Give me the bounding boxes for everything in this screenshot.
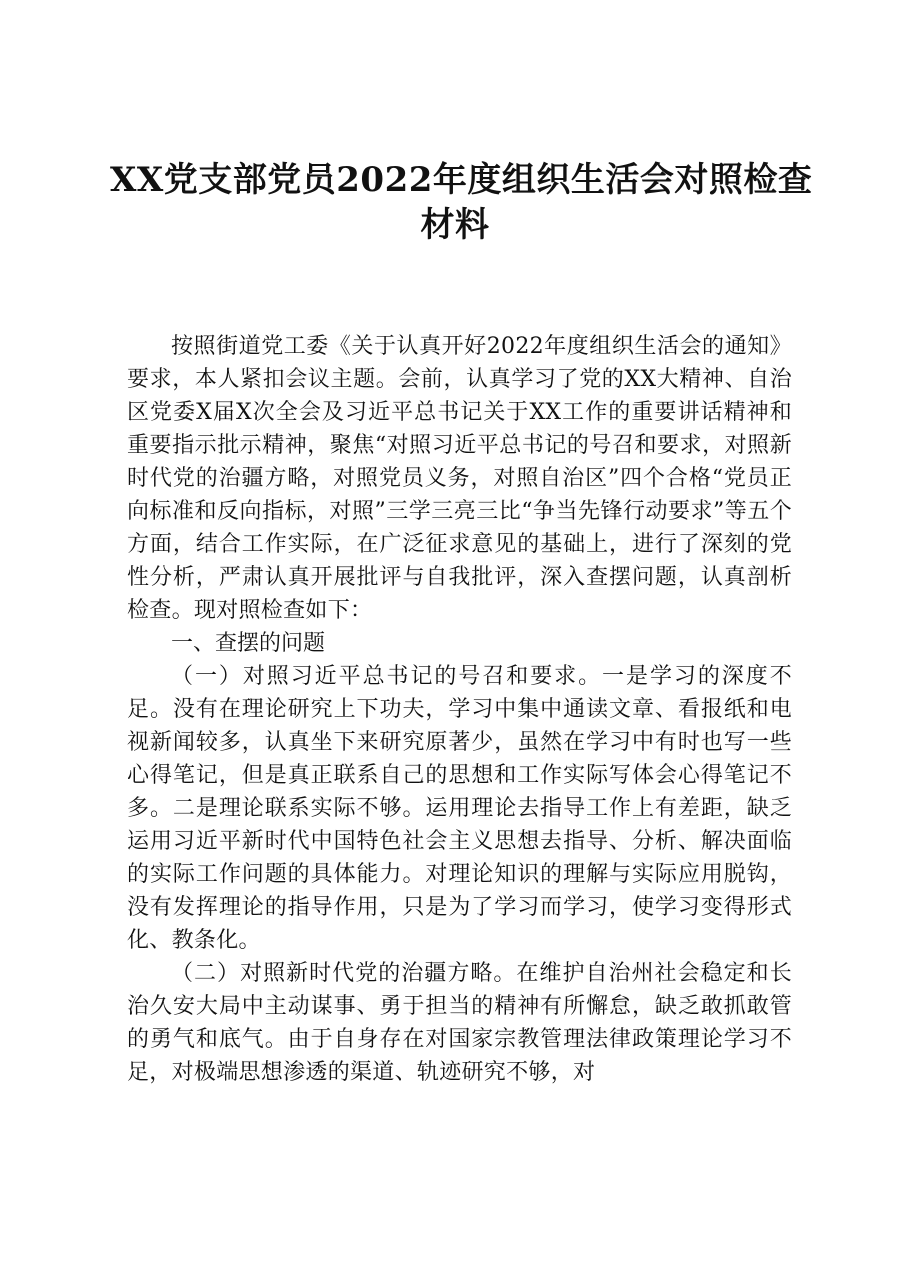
document-body xyxy=(127,330,792,1089)
item-paragraph-1: （一）对照习近平总书记的号召和要求。一是学习的深度不足。没有在理论研究上下功夫，学习中集中通读文章、看报纸和电视新闻较多，认真坐下来研究原著少，虽然在学习中有时也写一些心得笔记，但是真正联系自己的思想和工作实际写体会心得笔记不多。二是理论联系实际不够。运用理论去指导工作上有差距，缺乏运用习近平新时代中国特色社会主义思想去指导、分析、解决面临的实际工作问题的具体能力。对理论知识的理解与实际应用脱钩，没有发挥理论的指导作用，只是为了学习而学习，使学习变得形式化、教条化。 xyxy=(127,664,792,953)
item-paragraph-2: （二）对照新时代党的治疆方略。在维护自治州社会稳定和长治久安大局中主动谋事、勇于担当的精神有所懈怠，缺乏敢抓敢管的勇气和底气。由于自身存在对国家宗教管理法律政策理论学习不足，对极端思想渗透的渠道、轨迹研究不够，对 xyxy=(127,961,792,1085)
document-title-line-1: XX党支部党员2022年度组织生活会对照检查 xyxy=(110,160,813,200)
section-heading-1: 一、查摆的问题 xyxy=(171,631,326,656)
intro-paragraph: 按照街道党工委《关于认真开好2022年度组织生活会的通知》要求，本人紧扣会议主题。会前，认真学习了党的XX大精神、自治区党委X届X次全会及习近平总书记关于XX工作的重要讲话精神和重要指示批示精神，聚焦“对照习近平总书记的号召和要求，对照新时代党的治疆方略，对照党员义务，对照自治区”四个合格“党员正向标准和反向指标，对照”三学三亮三比“争当先锋行动要求”等五个方面，结合工作实际，在广泛征求意见的基础上，进行了深刻的党性分析，严肃认真开展批评与自我批评，深入查摆问题，认真剖析检查。现对照检查如下： xyxy=(127,334,792,623)
document-title-line-2: 材料 xyxy=(420,205,490,245)
